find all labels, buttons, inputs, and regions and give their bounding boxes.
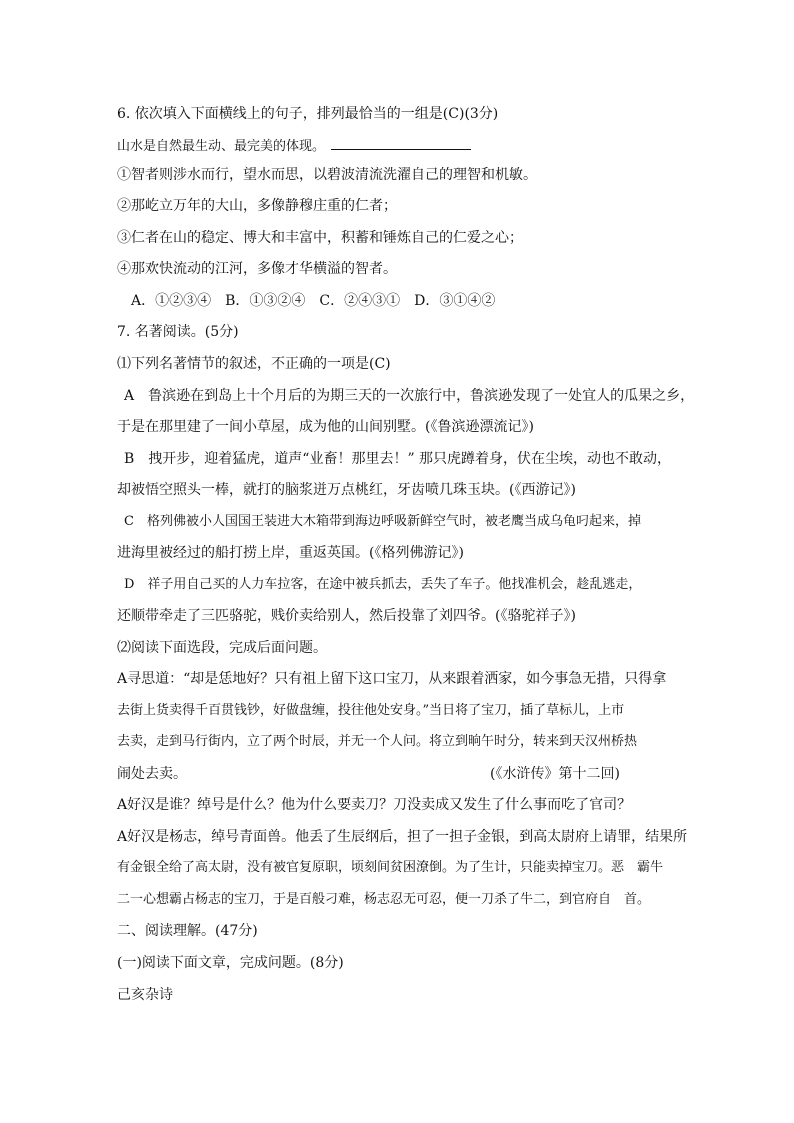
- q7-question: A好汉是谁？绰号是什么？他为什么要卖刀？刀没卖成又发生了什么事而吃了官司？: [117, 797, 632, 813]
- q7-sub2: ⑵阅读下面选段，完成后面问题。: [117, 640, 327, 656]
- q6-lead-text: 山水是自然最生动、最完美的体现。: [117, 139, 326, 154]
- q6-item-2: ②那屹立万年的大山，多像静穆庄重的仁者；: [117, 198, 397, 214]
- passage-line-2: 去街上货卖得千百贯钱钞，好做盘缠，投往他处安身。”当日将了宝刀，插了草标儿，上市: [117, 703, 625, 718]
- q6-options: A．①②③④ B．①③②④ C．②④③① D．③①④②: [131, 293, 496, 309]
- fill-blank-line: [331, 137, 471, 150]
- passage-line-3: 去卖，走到马行街内，立了两个时辰，并无一个人问。将立到晌午时分，转来到天汉州桥热: [117, 734, 638, 749]
- answer-line-1: A好汉是杨志，绰号青面兽。他丢了生辰纲后，担了一担子金银，到高太尉府上请罪，结果所: [117, 829, 688, 845]
- q7-option-d-line2: 还顺带牵走了三匹骆驼，贱价卖给别人，然后投靠了刘四爷。(《骆驼祥子》): [117, 608, 576, 624]
- answer-line-3: 二一心想霸占杨志的宝刀，于是百般刁难，杨志忍无可忍，便一刀杀了牛二，到官府自 首。: [117, 892, 651, 907]
- section-2-title: 二、阅读理解。(47分): [117, 923, 258, 939]
- q7-option-d-line1: D 祥子用自己买的人力车拉客，在途中被兵抓去，丢失了车子。他找准机会，趁乱逃走，: [124, 577, 642, 592]
- q7-sub1: ⑴下列名著情节的叙述，不正确的一项是(C): [117, 356, 391, 372]
- q7-option-a-line2: 于是在那里建了一间小草屋，成为他的山间别墅。(《鲁滨逊漂流记》): [117, 419, 534, 435]
- q6-title: 6. 依次填入下面横线上的句子，排列最恰当的一组是(C)(3分): [117, 106, 499, 122]
- passage-line-4-text: 闹处去卖。: [117, 766, 187, 782]
- q7-title: 7. 名著阅读。(5分): [117, 324, 239, 340]
- answer-line-2: 有金银全给了高太尉，没有被官复原职，顷刻间贫困潦倒。为了生计，只能卖掉宝刀。恶 霸牛: [117, 860, 664, 875]
- q6-lead: [117, 137, 471, 156]
- q6-item-3: ③仁者在山的稳定、博大和丰富中，积蓄和锤炼自己的仁爱之心；: [117, 230, 523, 246]
- section-2-sub1: (一)阅读下面文章，完成问题。(8分): [117, 955, 344, 971]
- q6-item-4: ④那欢快流动的江河，多像才华横溢的智者。: [117, 261, 397, 277]
- poem-title: 己亥杂诗: [117, 987, 173, 1003]
- passage-line-1: A寻思道：“却是恁地好？只有祖上留下这口宝刀，从来跟着洒家，如今事急无措，只得拿: [117, 671, 667, 687]
- q7-option-c-line2: 进海里被经过的船打捞上岸，重返英国。(《格列佛游记》): [117, 545, 464, 561]
- q6-item-1: ①智者则涉水而行，望水而思，以碧波清流洗濯自己的理智和机敏。: [117, 167, 537, 183]
- passage-line-4: [117, 765, 187, 783]
- q7-option-a-line1: A 鲁滨逊在到岛上十个月后的为期三天的一次旅行中，鲁滨逊发现了一处宜人的瓜果之乡，: [124, 388, 695, 404]
- passage-source: (《水浒传》第十二回): [490, 766, 620, 782]
- q7-option-c-line1: C 格列佛被小人国国王装进大木箱带到海边呼吸新鲜空气时，被老鹰当成乌龟叼起来，掉: [124, 514, 641, 529]
- q7-option-b-line1: B 拽开步，迎着猛虎，道声“业畜！那里去！” 那只虎蹲着身，伏在尘埃，动也不敢动，: [124, 451, 672, 467]
- q7-option-b-line2: 却被悟空照头一棒，就打的脑浆迸万点桃红，牙齿喷几珠玉块。(《西游记》): [117, 482, 576, 498]
